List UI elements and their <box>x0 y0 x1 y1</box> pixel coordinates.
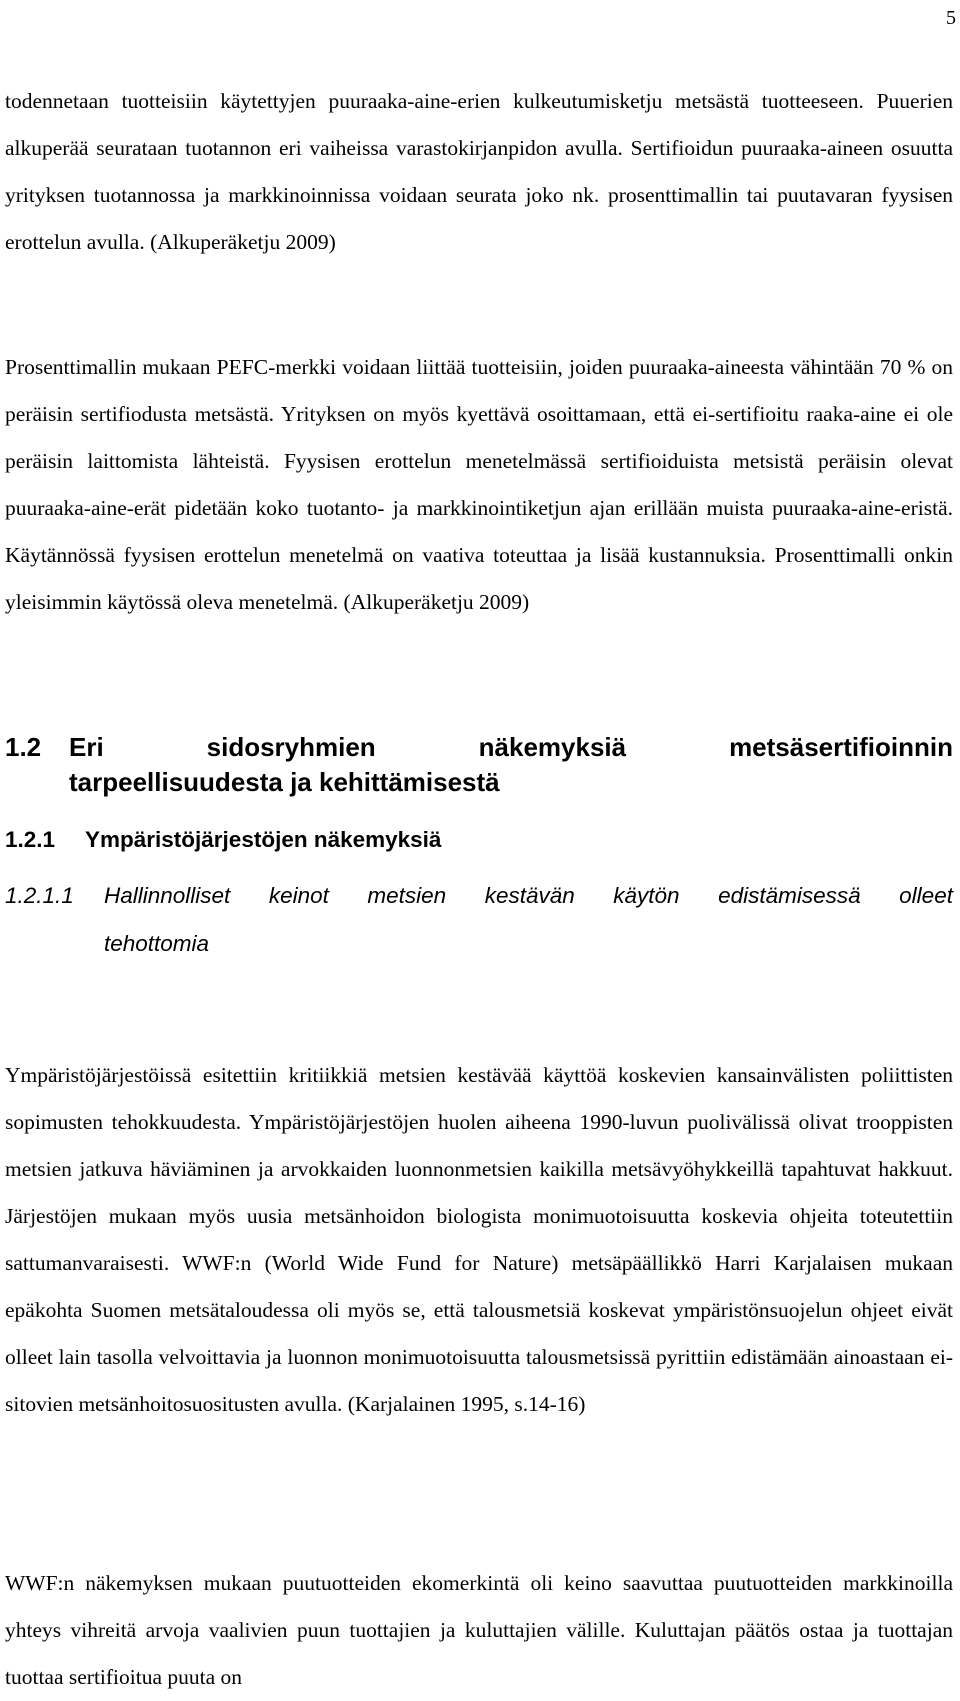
percentage-model-paragraph: Prosenttimallin mukaan PEFC-merkki voidaan liittää tuotteisiin, joiden puuraaka-aineesta vähintään 70 % on peräisin sertifiodusta metsästä. Yrityksen on myös kyettävä osoittamaan, että ei-sertifioitu raaka-aine ei ole peräisin laittomista lähteistä. Fyysisen erottelun menetelmässä sertifioiduista metsistä peräisin olevat puuraaka-aine-erät pidetään koko tuotanto- ja markkinointiketjun ajan erillään muista puuraaka-aine-eristä. Käytännössä fyysisen erottelun menetelmä on vaativa toteuttaa ja lisää kustannuksia. Prosenttimalli onkin yleisimmin käytössä oleva menetelmä. (Alkuperäketju 2009) <box>5 355 953 614</box>
subsubsection-heading-line2: tehottomia <box>104 931 210 956</box>
section-number: 1.2 <box>5 732 42 762</box>
subsubsection-heading-word: Hallinnolliset <box>104 883 231 908</box>
section-heading <box>5 730 953 800</box>
section-heading-line1 <box>5 730 104 765</box>
subsection-number: 1.2.1 <box>5 827 56 852</box>
subsubsection-heading-word: kestävän <box>484 883 575 908</box>
section-heading-word: Eri <box>69 732 104 762</box>
subsection-heading <box>5 825 953 855</box>
section-heading-word: metsäsertifioinnin <box>729 732 953 762</box>
subsubsection-heading <box>5 872 953 968</box>
subsubsection-heading-word: käytön <box>613 883 680 908</box>
subsubsection-number: 1.2.1.1 <box>5 883 74 908</box>
subsubsection-heading-word: metsien <box>367 883 447 908</box>
environmental-organizations-paragraph: Ympäristöjärjestöissä esitettiin kritiikkiä metsien kestävää käyttöä koskevien kansainvälisten poliittisten sopimusten tehokkuudesta. Ympäristöjärjestöjen huolen aiheena 1990-luvun puolivälissä olivat trooppisten metsien jatkuva häviäminen ja arvokkaiden luonnonmetsien kaikilla metsävyöhykkeillä tapahtuvat hakkuut. Järjestöjen mukaan myös uusia metsänhoidon biologista monimuotoisuutta koskevia ohjeita toteutettiin sattumanvaraisesti. WWF:n (World Wide Fund for Nature) metsäpäällikkö Harri Karjalaisen mukaan epäkohta Suomen metsätaloudessa oli myös se, että talousmetsiä koskevat ympäristönsuojelun ohjeet eivät olleet lain tasolla velvoittavia ja luonnon monimuotoisuutta talousmetsissä pyrittiin edistämään ainoastaan ei-sitovien metsänhoitosuositusten avulla. (Karjalainen 1995, s.14-16) <box>5 1063 953 1416</box>
wwf-ecolabel-paragraph: WWF:n näkemyksen mukaan puutuotteiden ekomerkintä oli keino saavuttaa puutuotteiden markkinoilla yhteys vihreitä arvoja vaalivien puun tuottajien ja kuluttajien välille. Kuluttajan päätös ostaa ja tuottajan tuottaa sertifioitua puuta on <box>5 1571 953 1689</box>
section-heading-word: sidosryhmien <box>206 732 376 762</box>
subsubsection-heading-word: olleet <box>899 883 953 908</box>
section-heading-word: näkemyksiä <box>478 732 627 762</box>
subsubsection-heading-line1 <box>5 872 230 920</box>
subsubsection-heading-word: edistämisessä <box>718 883 861 908</box>
page-number: 5 <box>946 7 956 29</box>
subsection-title: Ympäristöjärjestöjen näkemyksiä <box>85 827 442 852</box>
intro-paragraph: todennetaan tuotteisiin käytettyjen puuraaka-aine-erien kulkeutumisketju metsästä tuotteeseen. Puuerien alkuperää seurataan tuotannon eri vaiheissa varastokirjanpidon avulla. Sertifioidun puuraaka-aineen osuutta yrityksen tuotannossa ja markkinoinnissa voidaan seurata joko nk. prosenttimallin tai puutavaran fyysisen erottelun avulla. (Alkuperäketju 2009) <box>5 89 953 254</box>
subsubsection-heading-word: keinot <box>268 883 329 908</box>
section-heading-line2: tarpeellisuudesta ja kehittämisestä <box>69 767 500 797</box>
